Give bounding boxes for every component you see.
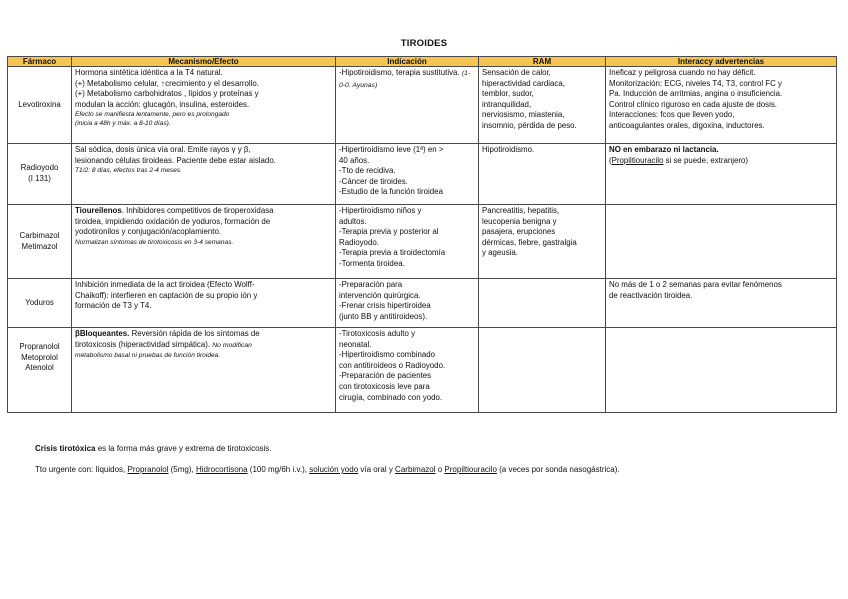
- text-line: No más de 1 o 2 semanas para evitar fenómenos: [609, 280, 782, 289]
- text-line: -Hipotiroidismo, terapia sustitutiva.: [339, 68, 460, 77]
- drug-cell: [8, 205, 72, 279]
- text-line: -Terapia previa y posterior al: [339, 227, 439, 237]
- paren-open: (: [609, 155, 612, 165]
- drug-name: (I 131): [28, 174, 51, 183]
- text-line: Chaikoff): interfieren en captación de su propio ión y: [75, 290, 258, 300]
- text-line: Control clínico riguroso en cada ajuste de dosis.: [609, 99, 777, 109]
- text-line: . Inhibidores competitivos de tiroperoxidasa: [121, 206, 274, 215]
- text-line: Sal sódica, dosis única vía oral. Emite rayos γ y β,: [75, 145, 251, 154]
- text-line: -Hipertiroidismo niños y: [339, 206, 422, 215]
- drug-cell: [8, 144, 72, 205]
- crisis-text: es la forma más grave y extrema de tirotoxicosis.: [95, 444, 272, 453]
- dose-note: (1-0-0. Ayunas): [339, 70, 471, 89]
- mechanism-cell: [72, 205, 336, 279]
- text-line: de reactivación tiroidea.: [609, 290, 693, 300]
- text-line: -Hipertiroidismo combinado: [339, 350, 436, 360]
- drug-cell: [8, 328, 72, 413]
- note-line: T1/2: 8 días, efectos tras 2-4 meses.: [75, 167, 183, 175]
- text-line: y ageusia.: [482, 248, 518, 258]
- header-indicacion: Indicación: [336, 57, 479, 67]
- ram-cell: [479, 205, 606, 279]
- mechanism-cell: [72, 144, 336, 205]
- text-line: Inhibición inmediata de la act tiroidea (Efecto Wolff-: [75, 280, 255, 289]
- interactions-cell: [606, 328, 837, 413]
- text-line: 40 años.: [339, 155, 370, 165]
- drug-name: Levotiroxina: [18, 99, 61, 109]
- crisis-note: [35, 443, 272, 454]
- drug-link: Hidrocortisona: [195, 465, 248, 474]
- warning-text: NO en embarazo ni lactancia.: [609, 145, 719, 154]
- interactions-cell: [606, 67, 837, 144]
- drug-cell: [8, 67, 72, 144]
- text-line: -Cáncer de tiroides.: [339, 176, 408, 186]
- urgent-treatment: [35, 464, 620, 475]
- text-line: anticoagulantes orales, digoxina, inductores.: [609, 120, 765, 130]
- page-title: TIROIDES: [400, 38, 448, 49]
- text-line: adultos.: [339, 216, 367, 226]
- text-line: (junto BB y antitiroideos).: [339, 311, 428, 321]
- ram-cell: [479, 328, 606, 413]
- text-line: intervención quirúrgica.: [339, 290, 421, 300]
- text-line: con antitiroideos o Radioyodo.: [339, 360, 446, 370]
- indication-cell: [336, 328, 479, 413]
- drug-table: [7, 56, 837, 413]
- mechanism-cell: [72, 67, 336, 144]
- drug-name: Carbimazol: [19, 230, 60, 240]
- indication-cell: [336, 144, 479, 205]
- header-mecanismo: Mecanismo/Efecto: [72, 57, 336, 67]
- text-line: Hormona sintética idéntica a la T4 natural.: [75, 68, 223, 77]
- urgent-text: Tto urgente con: líquidos,: [35, 465, 128, 474]
- text-line: Monitorización: ECG, niveles T4, T3, control FC y: [609, 78, 782, 88]
- text-line: -Preparación para: [339, 280, 403, 289]
- table-row: [8, 205, 837, 279]
- text-line: -Tirotoxicosis adulto y: [339, 329, 416, 338]
- text-line: tiroidea, impidiendo oxidación de yoduros, formación de: [75, 216, 271, 226]
- text-line: Pa. Inducción de arritmias, angina o insuficiencia.: [609, 89, 783, 99]
- text-line: Hipotiroidismo.: [482, 145, 535, 154]
- header-interacciones: Interaccy advertencias: [606, 57, 837, 67]
- drug-link: Carbimazol: [395, 465, 436, 474]
- mechanism-cell: [72, 328, 336, 413]
- drug-link: solución yodo: [309, 465, 359, 474]
- table-row: [8, 328, 837, 413]
- text-line: insomnio, pérdida de peso.: [482, 120, 577, 130]
- text-line: neonatal.: [339, 339, 372, 349]
- urgent-text: (100 mg/6h i.v.),: [247, 465, 310, 474]
- text-line: si se puede, extranjero): [663, 155, 749, 165]
- text-line: tirotoxicosis (hiperactividad simpática).: [75, 339, 213, 349]
- text-line: cirugía, combinado con yodo.: [339, 392, 443, 402]
- note-line: Normalizan síntomas de tirotoxicosis en 3-4 semanas.: [75, 238, 234, 246]
- note-line: metabolismo basal ni pruebas de función tiroidea.: [75, 352, 221, 360]
- text-line: intranquilidad,: [482, 99, 532, 109]
- urgent-text: vía oral y: [358, 465, 396, 474]
- urgent-text: (5mg),: [168, 465, 196, 474]
- text-line: hiperactividad cardiaca,: [482, 78, 565, 88]
- drug-name: Radioyodo: [20, 163, 59, 173]
- text-line: -Hipertiroidismo leve (1ª) en >: [339, 145, 444, 154]
- table-row: [8, 67, 837, 144]
- text-line: Reversión rápida de los síntomas de: [129, 329, 260, 338]
- interactions-cell: [606, 279, 837, 328]
- drug-cell: [8, 279, 72, 328]
- table-row: [8, 279, 837, 328]
- urgent-text: (a veces por sonda nasogástrica).: [496, 465, 620, 474]
- text-line: lesionando células tiroideas. Paciente debe estar aislado.: [75, 155, 276, 165]
- drug-name: Atenolol: [25, 363, 54, 373]
- indication-cell: [336, 279, 479, 328]
- drug-name: Metoprolol: [21, 352, 58, 362]
- text-line: (+) Metabolismo celular, ↑crecimiento y el desarrollo.: [75, 78, 259, 88]
- text-line: formación de T3 y T4.: [75, 301, 152, 311]
- note-line: (inicia a 48h y máx. a 8-10 días).: [75, 120, 171, 128]
- text-line: -Estudio de la función tiroidea: [339, 187, 443, 197]
- text-line: temblor, sudor,: [482, 89, 534, 99]
- text-line: nerviosismo, miastenia,: [482, 110, 565, 120]
- text-line: -Tormenta tiroidea.: [339, 258, 405, 268]
- text-line: pasajera, erupciones: [482, 227, 556, 237]
- interactions-cell: [606, 205, 837, 279]
- drug-name: Metimazol: [21, 241, 58, 251]
- text-line: -Preparación de pacientes: [339, 371, 432, 381]
- text-line: con tirotoxicosis leve para: [339, 381, 430, 391]
- mechanism-cell: [72, 279, 336, 328]
- text-line: Ineficaz y peligrosa cuando no hay déficit.: [609, 68, 756, 77]
- drug-class: βBloqueantes.: [75, 329, 130, 338]
- ram-cell: [479, 279, 606, 328]
- table-row: [8, 144, 837, 205]
- drug-link: Propiltiouracilo: [444, 465, 497, 474]
- ram-cell: [479, 144, 606, 205]
- drug-name: Yoduros: [25, 297, 54, 307]
- note-line: Efecto se manifiesta lentamente, pero es prolongado: [75, 111, 230, 119]
- text-line: Interacciones: fcos que lleven yodo,: [609, 110, 735, 120]
- text-line: -Tto de recidiva.: [339, 166, 396, 176]
- indication-cell: [336, 205, 479, 279]
- text-line: modulan la acción: glucagón, insulina, esteroides.: [75, 99, 250, 109]
- drug-class: Tioureilenos: [75, 206, 122, 215]
- text-line: Radioyodo.: [339, 237, 379, 247]
- ram-cell: [479, 67, 606, 144]
- header-farmaco: Fármaco: [8, 57, 72, 67]
- drug-name: Propranolol: [19, 342, 60, 351]
- urgent-text: o: [435, 465, 445, 474]
- note-inline: No modifican: [212, 341, 252, 349]
- text-line: dérmicas, fiebre, gastralgia: [482, 237, 577, 247]
- indication-cell: [336, 67, 479, 144]
- text-line: Pancreatitis, hepatitis,: [482, 206, 560, 215]
- text-line: yodotironilos y conjugación/acoplamiento.: [75, 227, 222, 237]
- text-line: -Frenar crisis hipertiroidea: [339, 301, 431, 311]
- header-ram: RAM: [479, 57, 606, 67]
- text-line: (+) Metabolismo carbohidratos , lípidos y proteínas y: [75, 89, 259, 99]
- header-row: [8, 57, 837, 67]
- text-line: -Terapia previa a tiroidectomía: [339, 248, 446, 258]
- drug-link: Propranolol: [127, 465, 169, 474]
- crisis-label: Crisis tirotóxica: [35, 444, 96, 453]
- drug-link: Propiltiouracilo: [611, 155, 664, 165]
- interactions-cell: [606, 144, 837, 205]
- text-line: leucopenia benigna y: [482, 216, 557, 226]
- text-line: Sensación de calor,: [482, 68, 551, 77]
